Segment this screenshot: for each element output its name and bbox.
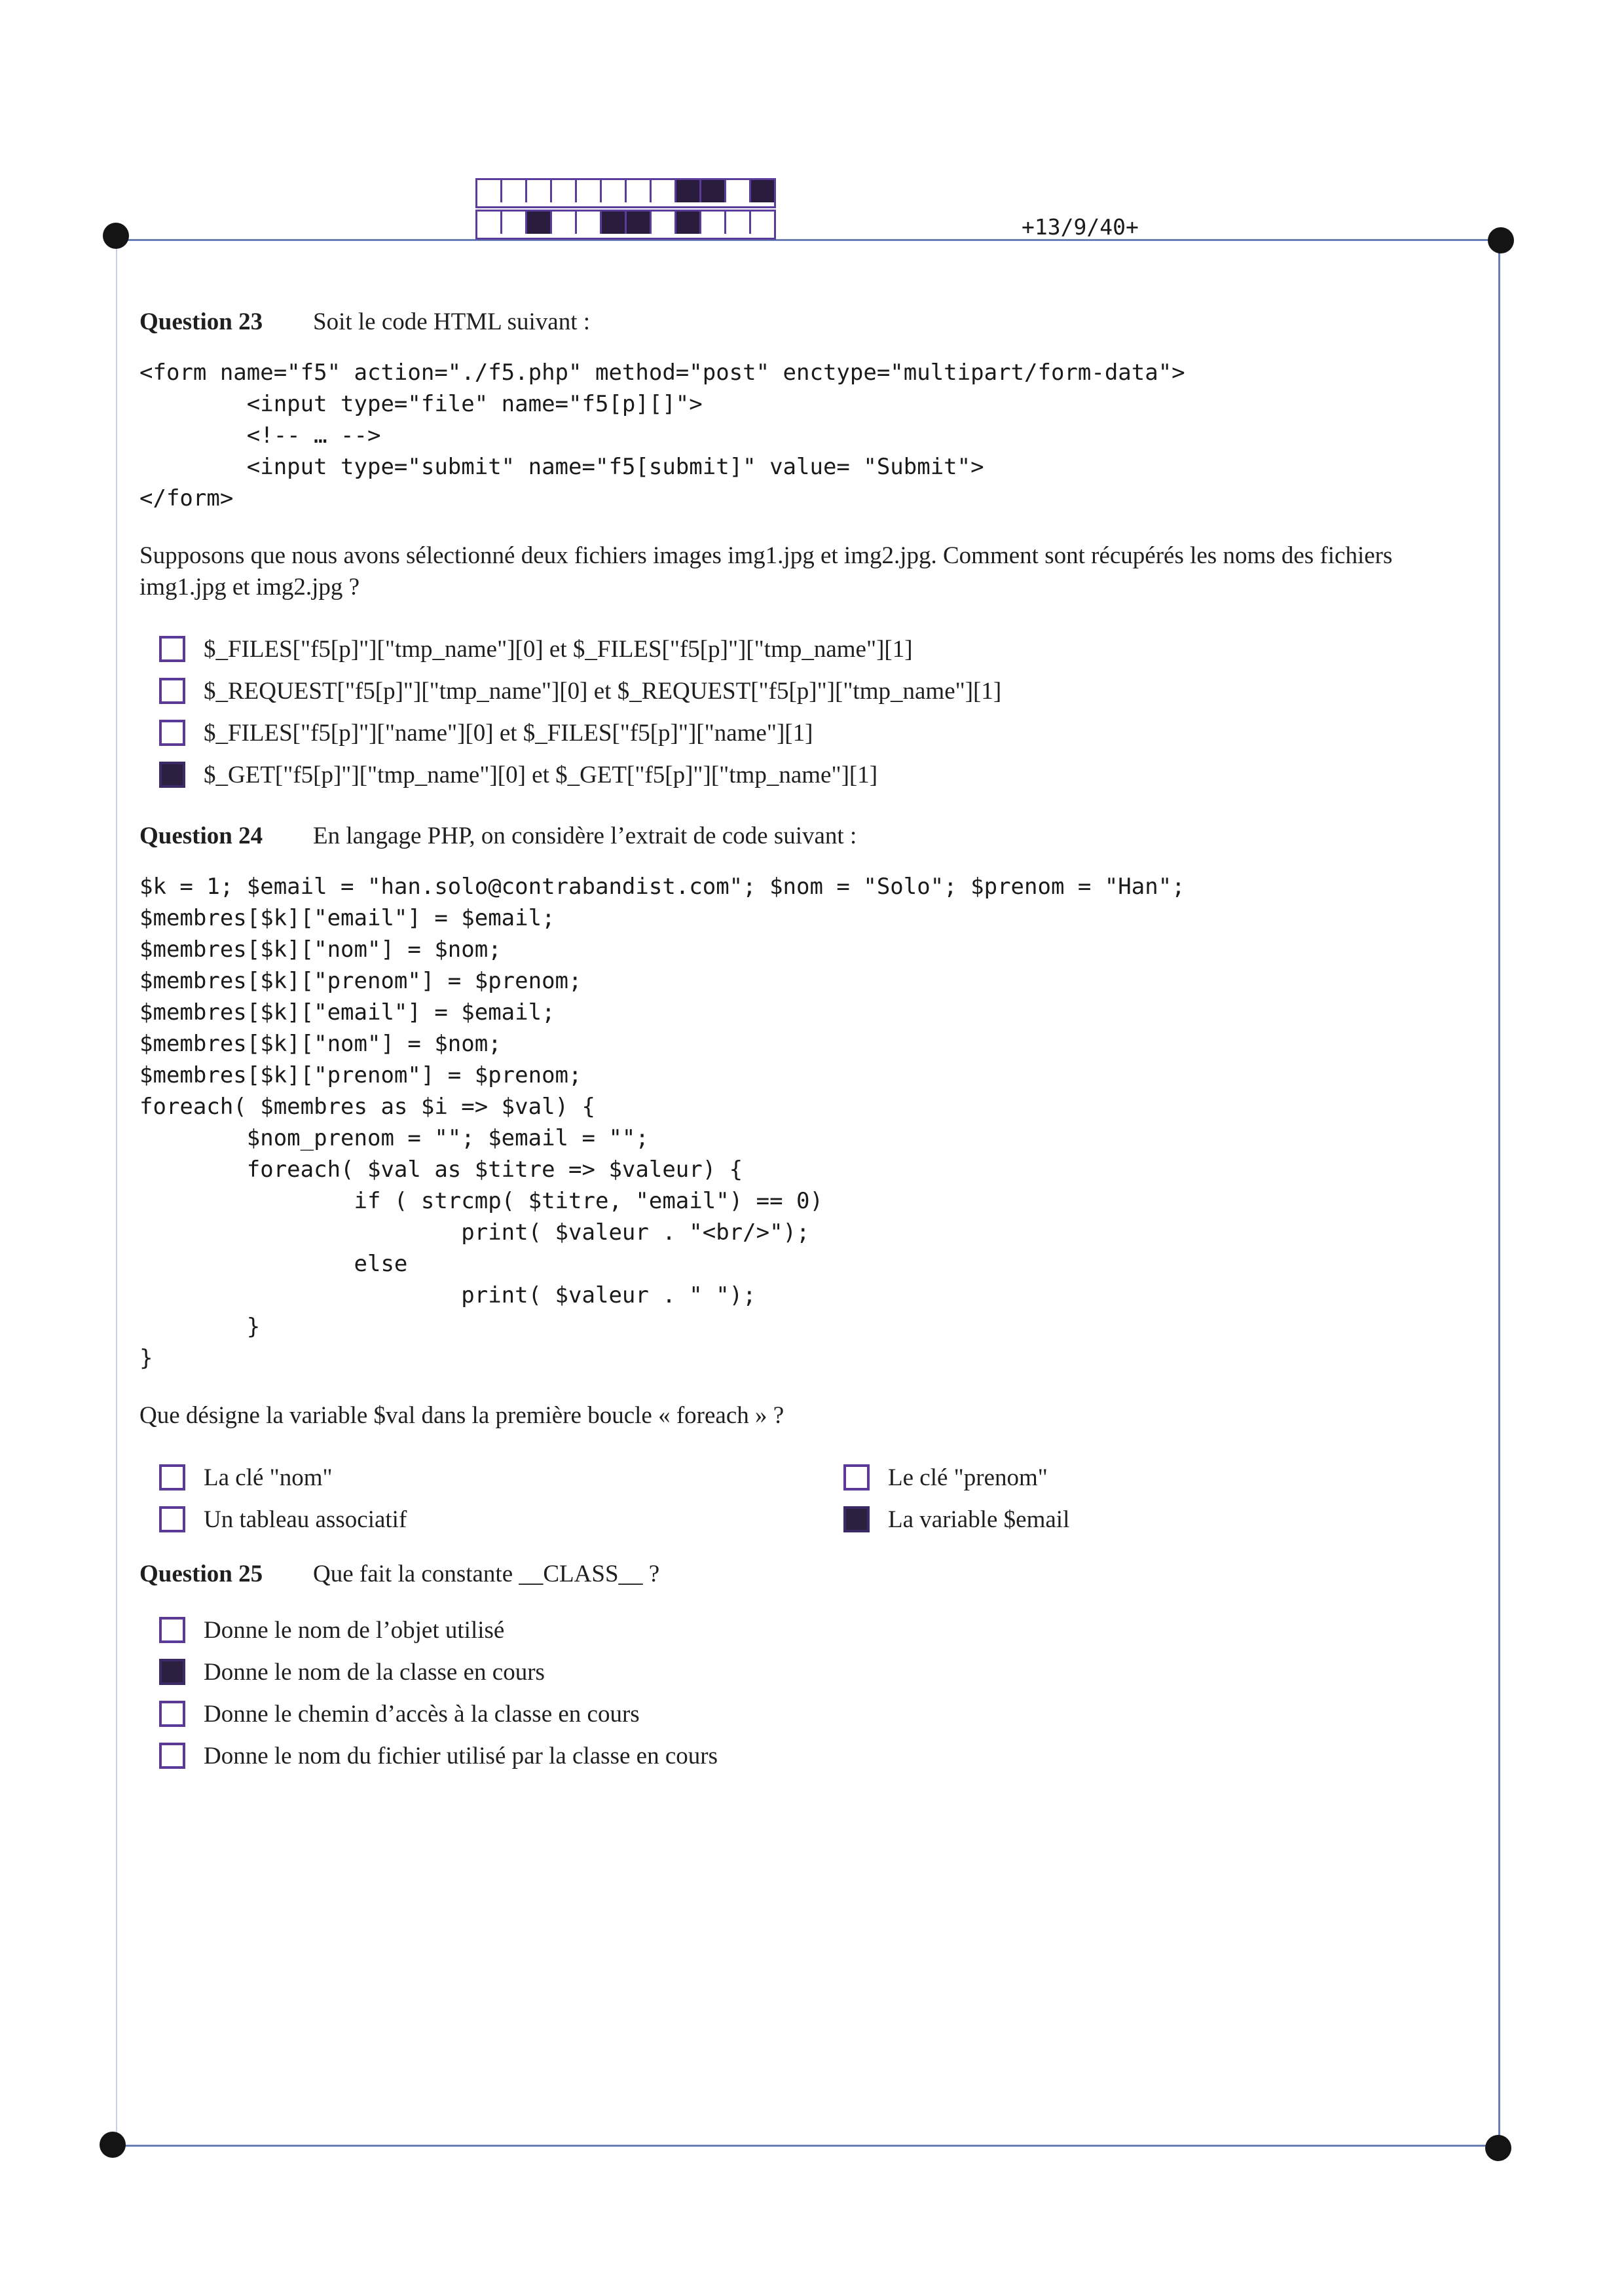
answer-list	[159, 1609, 1482, 1777]
answer-label: Un tableau associatif	[204, 1506, 407, 1533]
answer-option[interactable]	[159, 1498, 843, 1540]
answer-option[interactable]	[159, 1609, 1482, 1651]
answer-checkbox[interactable]	[159, 636, 185, 662]
page-identifier: +13/9/40+	[1022, 214, 1139, 240]
code-cell	[627, 180, 652, 202]
code-block: $k = 1; $email = "han.solo@contrabandist.com"; $nom = "Solo"; $prenom = "Han"; $membres[$k]["email"] = $email; $membres[$k]["nom"] = $nom; $membres[$k]["prenom"] = $prenom; $membres[$k]["email"] = $email; $membres[$k]["nom"] = $nom; $membres[$k]["prenom"] = $prenom; foreach( $membres as $i => $val) { $nom_prenom = ""; $email = ""; foreach( $val as $titre => $valeur) { if ( strcmp( $titre, "email") == 0) print( $valeur . "<br/>"); else print( $valeur . " "); } }	[139, 874, 1185, 1371]
corner-marker-top-right	[1488, 227, 1514, 253]
code-cell	[602, 212, 627, 234]
corner-marker-top-left	[103, 223, 129, 249]
answer-checkbox[interactable]	[843, 1464, 870, 1491]
answer-checkbox[interactable]	[159, 1617, 185, 1643]
code-cell	[751, 180, 774, 202]
answer-label: Donne le nom du fichier utilisé par la classe en cours	[204, 1742, 718, 1769]
frame-top-line	[117, 239, 1502, 241]
question-label: Question 23	[139, 308, 263, 335]
question-text: Supposons que nous avons sélectionné deux fichiers images img1.jpg et img2.jpg. Comment sont récupérés les noms des fichiers img1.jpg et img2.jpg ?	[139, 542, 1393, 601]
code-cell	[502, 212, 527, 234]
question-25	[139, 1560, 1482, 1777]
answer-list	[159, 628, 1482, 796]
code-cell	[676, 180, 701, 202]
answer-label: $_FILES["f5[p]"]["name"][0] et $_FILES["f5[p]"]["name"][1]	[204, 719, 813, 747]
answer-option[interactable]	[159, 628, 1482, 670]
corner-marker-bottom-right	[1485, 2135, 1511, 2161]
code-cell	[652, 180, 676, 202]
answer-grid	[159, 1456, 1482, 1540]
answer-checkbox[interactable]	[159, 720, 185, 746]
answer-label: Donne le chemin d’accès à la classe en cours	[204, 1700, 640, 1728]
code-cell	[477, 212, 502, 234]
answer-option[interactable]	[159, 712, 1482, 754]
answer-option[interactable]	[159, 1693, 1482, 1735]
frame-right-line	[1498, 240, 1500, 2145]
question-24	[139, 822, 1482, 1540]
answer-option[interactable]	[159, 1651, 1482, 1693]
question-text: Que désigne la variable $val dans la première boucle « foreach » ?	[139, 1402, 784, 1429]
binary-code-strip-top	[475, 178, 776, 208]
code-cell	[701, 212, 726, 234]
code-cell	[627, 212, 652, 234]
answer-label: $_GET["f5[p]"]["tmp_name"][0] et $_GET["f5[p]"]["tmp_name"][1]	[204, 761, 878, 788]
code-cell	[577, 180, 602, 202]
code-cell	[527, 212, 552, 234]
answer-checkbox[interactable]	[159, 1701, 185, 1727]
answer-label: $_FILES["f5[p]"]["tmp_name"][0] et $_FILES["f5[p]"]["tmp_name"][1]	[204, 635, 913, 663]
question-label: Question 25	[139, 1561, 263, 1587]
code-cell	[726, 180, 751, 202]
corner-marker-bottom-left	[100, 2132, 126, 2158]
question-label: Question 24	[139, 823, 263, 849]
answer-label: La variable $email	[888, 1506, 1070, 1533]
code-cell	[527, 180, 552, 202]
answer-option[interactable]	[843, 1498, 1498, 1540]
question-header	[139, 822, 1482, 850]
frame-left-line	[116, 240, 117, 2145]
code-cell	[751, 212, 774, 234]
answer-checkbox[interactable]	[159, 678, 185, 704]
code-cell	[552, 212, 577, 234]
frame-bottom-line	[113, 2145, 1499, 2147]
code-cell	[477, 180, 502, 202]
answer-label: $_REQUEST["f5[p]"]["tmp_name"][0] et $_REQUEST["f5[p]"]["tmp_name"][1]	[204, 677, 1002, 705]
question-intro: En langage PHP, on considère l’extrait de code suivant :	[313, 823, 857, 849]
code-cell	[502, 180, 527, 202]
answer-option[interactable]	[159, 1456, 843, 1498]
binary-code-strip-bottom	[475, 210, 776, 240]
code-block: <form name="f5" action="./f5.php" method="post" enctype="multipart/form-data"> <input type="file" name="f5[p][]"> <!-- … --> <input type="submit" name="f5[submit]" value= "Submit"> </form>	[139, 360, 1185, 511]
answer-label: Donne le nom de l’objet utilisé	[204, 1616, 505, 1644]
answer-checkbox[interactable]	[159, 762, 185, 788]
question-intro: Que fait la constante __CLASS__ ?	[313, 1561, 660, 1587]
answer-option[interactable]	[159, 754, 1482, 796]
answer-label: La clé "nom"	[204, 1464, 333, 1491]
question-header	[139, 1560, 1482, 1588]
question-header	[139, 308, 1482, 336]
code-cell	[552, 180, 577, 202]
code-cell	[701, 180, 726, 202]
answer-option[interactable]	[843, 1456, 1498, 1498]
code-cell	[676, 212, 701, 234]
answer-checkbox[interactable]	[159, 1464, 185, 1491]
answer-option[interactable]	[159, 1735, 1482, 1777]
question-intro: Soit le code HTML suivant :	[313, 308, 591, 335]
code-cell	[652, 212, 676, 234]
code-cell	[577, 212, 602, 234]
question-23	[139, 308, 1482, 796]
answer-label: Le clé "prenom"	[888, 1464, 1048, 1491]
answer-label: Donne le nom de la classe en cours	[204, 1658, 545, 1686]
answer-checkbox[interactable]	[159, 1659, 185, 1685]
exam-content	[139, 308, 1482, 1803]
answer-checkbox[interactable]	[159, 1506, 185, 1532]
code-cell	[602, 180, 627, 202]
code-cell	[726, 212, 751, 234]
answer-checkbox[interactable]	[843, 1506, 870, 1532]
answer-checkbox[interactable]	[159, 1743, 185, 1769]
answer-option[interactable]	[159, 670, 1482, 712]
